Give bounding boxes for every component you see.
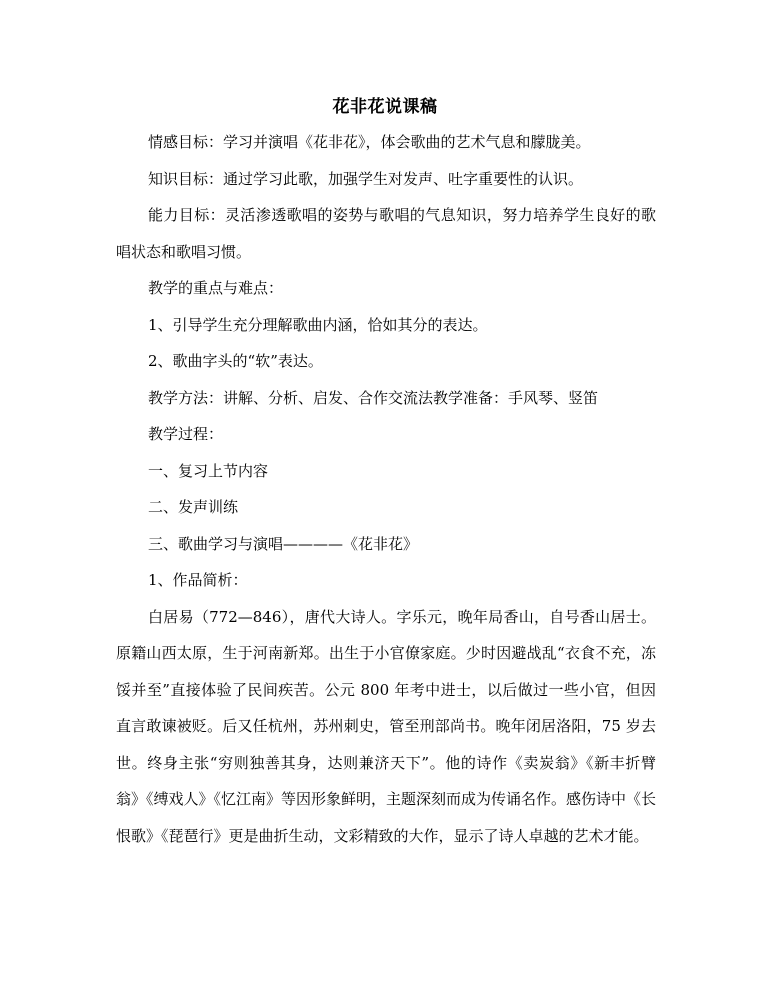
paragraph-step-1: 一、复习上节内容 bbox=[148, 461, 269, 480]
paragraph-key-points-heading: 教学的重点与难点： bbox=[148, 279, 284, 297]
paragraph-ability-goal: 能力目标：灵活渗透歌唱的姿势与歌唱的气息知识，努力培养学生良好的歌唱状态和歌唱习惯。 bbox=[116, 206, 656, 261]
paragraph-step-2: 二、发声训练 bbox=[148, 498, 239, 516]
paragraph-work-analysis-heading: 1、作品简析： bbox=[148, 571, 248, 589]
paragraph-key-point-1: 1、引导学生充分理解歌曲内涵，恰如其分的表达。 bbox=[148, 315, 488, 334]
document-title: 花非花说课稿 bbox=[332, 97, 438, 117]
paragraph-knowledge-goal: 知识目标：通过学习此歌，加强学生对发声、吐字重要性的认识。 bbox=[148, 169, 584, 188]
paragraph-step-3: 三、歌曲学习与演唱————《花非花》 bbox=[148, 534, 419, 553]
paragraph-key-point-2: 2、歌曲字头的“软”表达。 bbox=[148, 352, 323, 370]
paragraph-teaching-process: 教学过程： bbox=[148, 425, 224, 443]
document-body bbox=[116, 124, 656, 854]
paragraph-emotion-goal: 情感目标：学习并演唱《花非花》，体会歌曲的艺术气息和朦胧美。 bbox=[148, 133, 591, 151]
paragraph-teaching-method: 教学方法：讲解、分析、启发、合作交流法教学准备：手风琴、竖笛 bbox=[148, 388, 599, 407]
paragraph-bai-juyi-bio: 白居易（772—846），唐代大诗人。字乐元，晚年局香山，自号香山居士。原籍山西太原，生于河南新郑。出生于小官僚家庭。少时因避战乱“衣食不充，冻馁并至”直接体验了民间疾苦。公元 800 年考中进士，以后做过一些小官，但因直言敢谏被贬。后又任杭州，苏州刺史，管至刑部尚书。晚年闭居洛阳，75 岁去世。终身主张“穷则独善其身，达则兼济天下”。他的诗作《卖炭翁》《新丰折臂翁》《缚戏人》《忆江南》等因形象鲜明，主题深刻而成为传诵名作。感伤诗中《长恨歌》《琵琶行》更是曲折生动，文彩精致的大作，显示了诗人卓越的艺术才能。 bbox=[116, 607, 657, 845]
